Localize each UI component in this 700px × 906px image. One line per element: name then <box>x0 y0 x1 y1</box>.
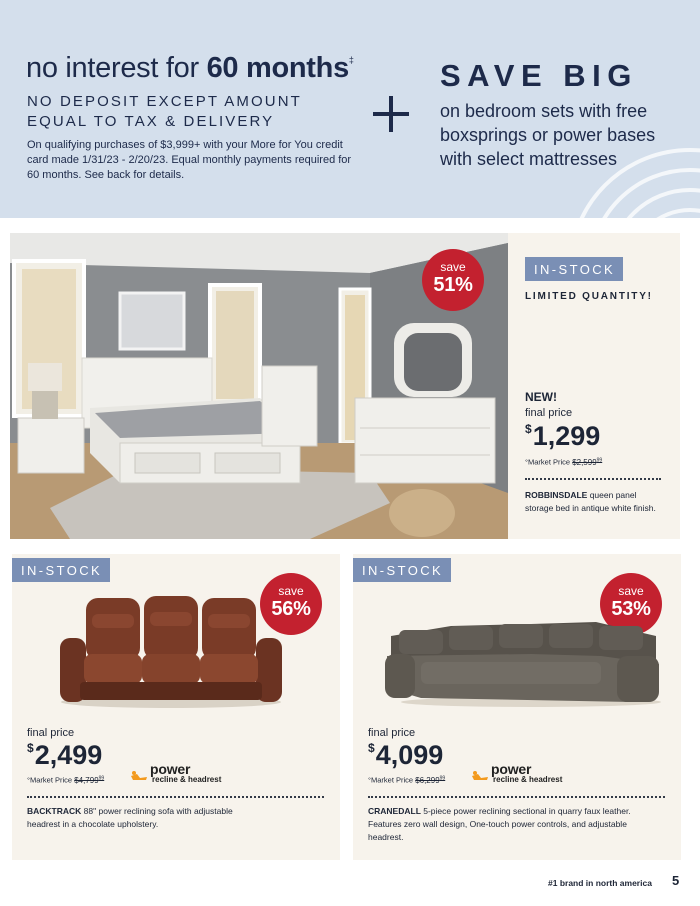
sectional-image <box>381 616 663 708</box>
promo-banner <box>0 0 700 218</box>
sofa-currency: $ <box>27 741 34 755</box>
sectional-power-word: power <box>491 761 532 777</box>
bedroom-product-card[interactable] <box>10 233 680 539</box>
sofa-product-card[interactable] <box>12 554 340 860</box>
bedroom-description <box>525 489 660 515</box>
financing-footnote-mark: ‡ <box>348 55 354 65</box>
save-big-desc-line3: with select mattresses <box>440 149 618 169</box>
bedroom-save-percent: 51% <box>433 274 473 296</box>
new-label: NEW! <box>525 390 557 404</box>
sofa-divider <box>27 796 324 798</box>
sofa-product-name: BACKTRACK <box>27 806 82 816</box>
bedroom-market-value: $2,599 <box>572 457 597 467</box>
deposit-subtitle-line2: EQUAL TO TAX & DELIVERY <box>27 113 275 130</box>
save-big-description <box>440 99 700 171</box>
sectional-price-value: 4,099 <box>375 740 444 770</box>
sofa-power-sub: recline & headrest <box>152 775 222 784</box>
bedroom-divider <box>525 478 661 480</box>
bedroom-save-badge <box>422 249 484 311</box>
sectional-save-percent: 53% <box>611 598 651 620</box>
sectional-save-label: save <box>618 584 644 598</box>
sofa-price <box>27 740 102 771</box>
bedroom-final-price-label: final price <box>525 407 573 419</box>
sofa-price-value: 2,499 <box>34 740 103 770</box>
financing-fine-print: On qualifying purchases of $3,999+ with your More for You credit card made 1/31/23 - 2/20/23. Equal monthly payments required for 60 months. See back for details. <box>27 139 352 181</box>
sectional-product-card[interactable] <box>353 554 681 860</box>
sectional-divider <box>368 796 665 798</box>
sectional-market-value: $6,299 <box>415 775 440 785</box>
bedroom-market-price <box>525 457 602 467</box>
sectional-market-cents: 99 <box>439 775 446 781</box>
financing-headline <box>26 52 354 85</box>
sectional-power-sub: recline & headrest <box>493 775 563 784</box>
sectional-product-desc: 5-piece power reclining sectional in quarry faux leather. Features zero wall design, One-touch power controls, and adjustable headrest. <box>368 806 631 842</box>
sofa-final-price-label: final price <box>27 727 75 739</box>
sectional-market-price <box>368 775 445 785</box>
footer-brand-tagline: #1 brand in north america <box>548 878 652 888</box>
sofa-product-desc: 88" power reclining sofa with adjustable headrest in a chocolate upholstery. <box>27 806 233 829</box>
deposit-subtitle <box>27 92 357 132</box>
sofa-in-stock-tag: IN-STOCK <box>12 558 110 582</box>
sectional-market-label: °Market Price <box>368 775 416 785</box>
bedroom-market-label: °Market Price <box>525 457 573 467</box>
save-big-heading: SAVE BIG <box>440 58 638 93</box>
plus-icon <box>373 96 409 132</box>
sofa-market-label: °Market Price <box>27 775 75 785</box>
bedroom-product-desc: queen panel storage bed in antique white finish. <box>525 490 656 513</box>
sofa-image <box>58 594 284 708</box>
bedroom-price <box>525 421 600 452</box>
sectional-power-badge <box>471 761 581 786</box>
sofa-market-value: $4,799 <box>74 775 99 785</box>
deposit-subtitle-line1: NO DEPOSIT EXCEPT AMOUNT <box>27 93 302 110</box>
bedroom-market-cents: 99 <box>596 457 603 463</box>
sofa-power-word: power <box>150 761 191 777</box>
page-number: 5 <box>672 873 680 888</box>
financing-headline-bold: 60 months <box>206 52 349 84</box>
power-recline-icon <box>130 769 148 781</box>
sofa-save-percent: 56% <box>271 598 311 620</box>
sofa-power-badge <box>130 761 240 786</box>
bedroom-product-name: ROBBINSDALE <box>525 490 588 500</box>
bedroom-in-stock-tag: IN-STOCK <box>525 257 623 281</box>
limited-quantity-label: LIMITED QUANTITY! <box>525 291 653 302</box>
sectional-description <box>368 805 638 844</box>
bedroom-save-label: save <box>440 260 466 274</box>
sofa-market-price <box>27 775 104 785</box>
sectional-final-price-label: final price <box>368 727 416 739</box>
sofa-description <box>27 805 267 831</box>
sofa-save-label: save <box>278 584 304 598</box>
sectional-price <box>368 740 443 771</box>
bedroom-currency: $ <box>525 422 532 436</box>
bedroom-price-value: 1,299 <box>532 421 601 451</box>
financing-headline-prefix: no interest for <box>26 52 207 84</box>
save-big-desc-line2: boxsprings or power bases <box>440 125 656 145</box>
sectional-in-stock-tag: IN-STOCK <box>353 558 451 582</box>
save-big-desc-line1: on bedroom sets with free <box>440 101 648 121</box>
sofa-market-cents: 99 <box>98 775 105 781</box>
sectional-currency: $ <box>368 741 375 755</box>
power-recline-icon <box>471 769 489 781</box>
sectional-product-name: CRANEDALL <box>368 806 421 816</box>
